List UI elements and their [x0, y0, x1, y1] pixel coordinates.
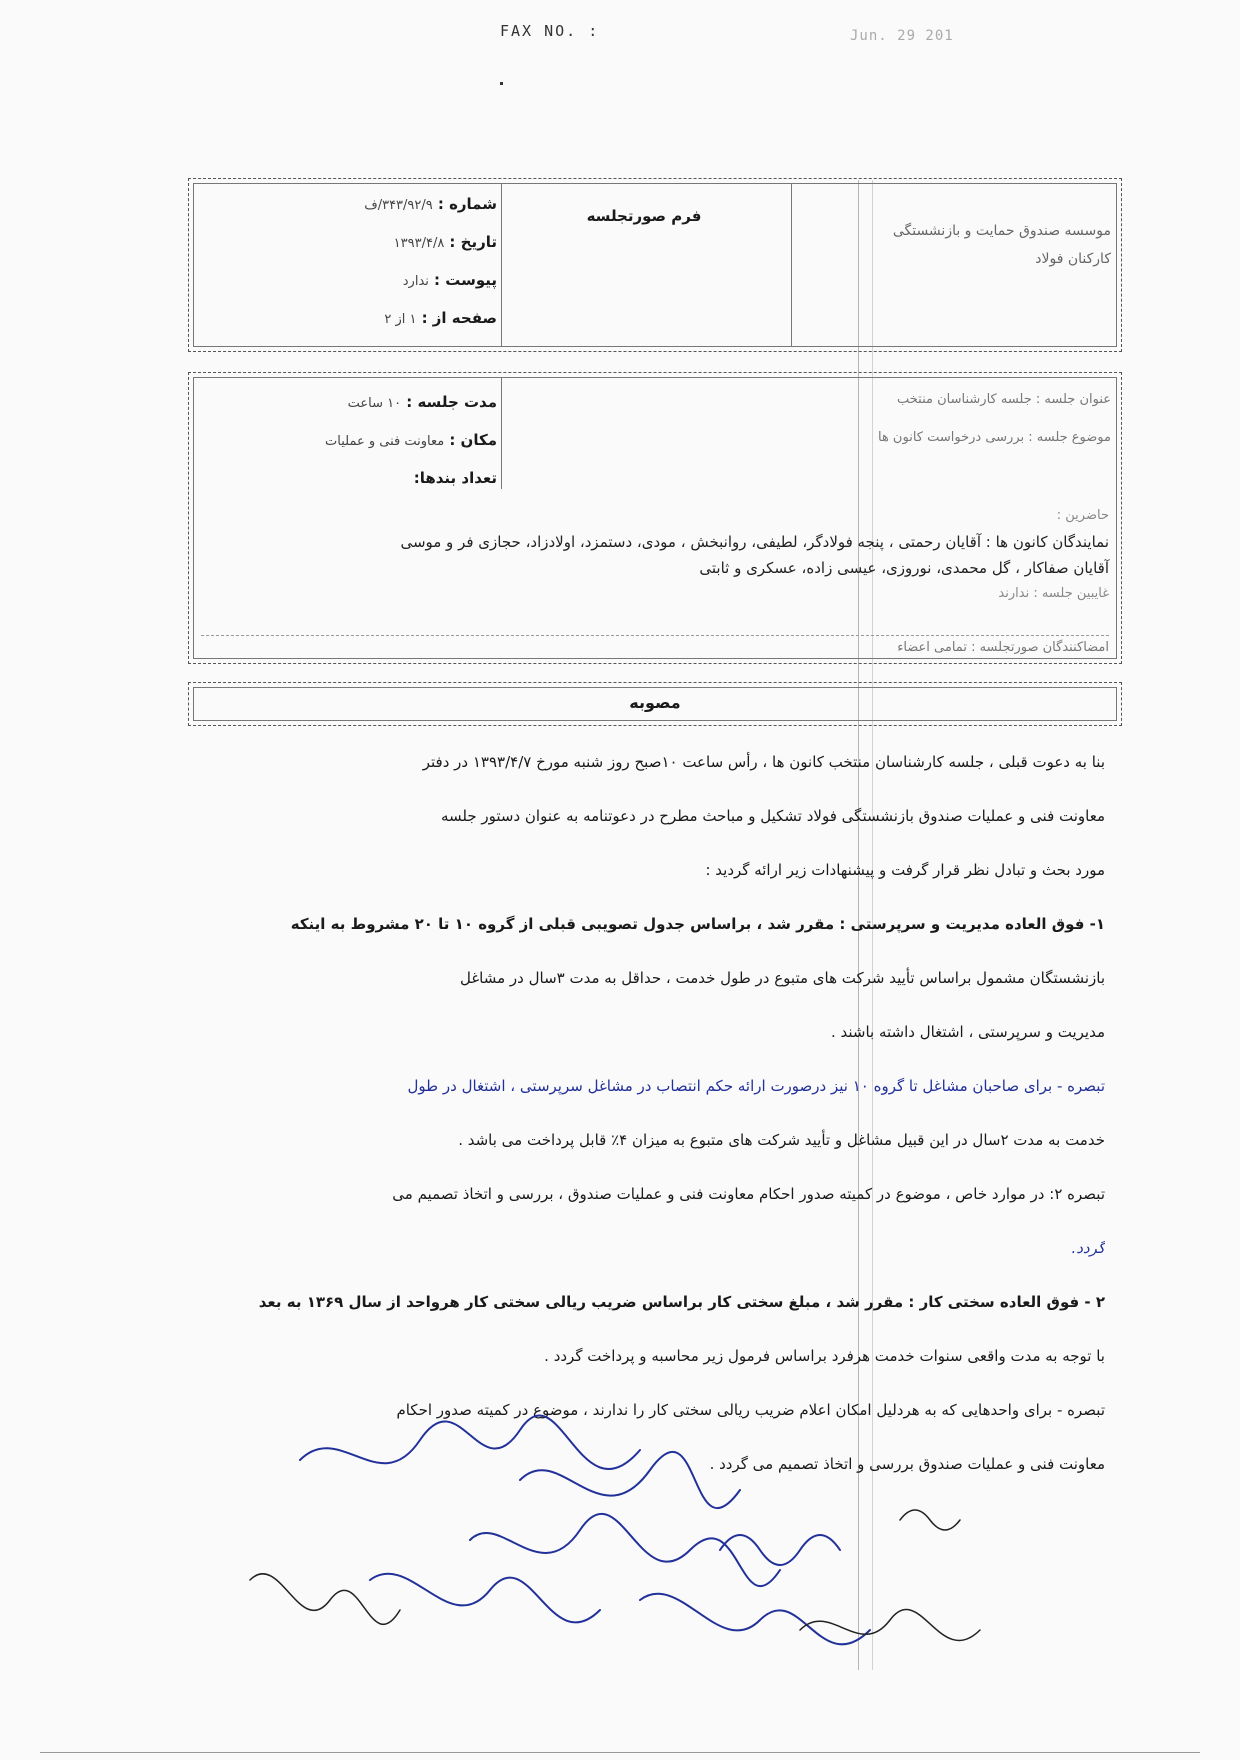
number-value: ۳۴۳/۹۲/۹/ف [364, 198, 433, 213]
header-meta [197, 185, 497, 337]
resolution-line: معاونت فنی و عملیات صندوق بازنشستگی فولاد تشکیل و مباحث مطرح در دعوتنامه به عنوان دستور جلسه [440, 807, 1105, 825]
page-label: صفحه از : [421, 309, 497, 327]
attachment-row [197, 261, 497, 299]
scan-speck [500, 82, 503, 85]
attachment-value: ندارد [402, 274, 429, 289]
page-row [197, 299, 497, 337]
resolution-line: مدیریت و سرپرستی ، اشتغال داشته باشند . [830, 1023, 1105, 1041]
signatures-area [220, 1400, 1080, 1700]
meeting-subject-line: موضوع جلسه : بررسی درخواست کانون ها [877, 430, 1111, 445]
attendees-section [201, 503, 1109, 607]
duration-label: مدت جلسه : [406, 393, 497, 411]
meeting-box [188, 372, 1122, 664]
resolution-note-3: تبصره - برای واحدهایی که به هردلیل امکان اعلام ضریب ریالی سختی کار را ندارند ، موضوع در کمیته صدور احکام [396, 1401, 1105, 1419]
duration-row [197, 383, 497, 421]
resolution-header-box [188, 682, 1122, 726]
meeting-title: عنوان جلسه : جلسه کارشناسان منتخب [897, 392, 1111, 407]
location-row [197, 421, 497, 459]
resolution-body [195, 735, 1105, 1491]
resolution-line: مورد بحث و تبادل نظر قرار گرفت و پیشنهادات زیر ارائه گردید : [705, 861, 1105, 879]
header-box [188, 178, 1122, 352]
form-title: فرم صورتجلسه [586, 207, 702, 225]
bottom-rule [40, 1752, 1200, 1753]
resolution-line: بازنشستگان مشمول براساس تأیید شرکت های متبوع در طول خدمت ، حداقل به مدت ۳سال در مشاغل [459, 969, 1105, 987]
date-row [197, 223, 497, 261]
resolution-line: بنا به دعوت قبلی ، جلسه کارشناسان منتخب کانون ها ، رأس ساعت ۱۰صبح روز شنبه مورخ ۱۳۹۳/۴/۷ در دفتر [422, 753, 1105, 771]
meeting-meta [197, 383, 497, 497]
resolution-item-2: ۲ - فوق العاده سختی کار : مقرر شد ، مبلغ سختی کار براساس ضریب ریالی سختی کار هرواحد از سال ۱۳۶۹ به بعد [258, 1293, 1105, 1311]
resolution-line: گردد. [1071, 1239, 1105, 1257]
signers-line: امضاکنندگان صورتجلسه : تمامی اعضاء [201, 635, 1109, 655]
resolution-note-2: تبصره ۲: در موارد خاص ، موضوع در کمیته صدور احکام معاونت فنی و عملیات صندوق ، بررسی و اتخاذ تصمیم می [392, 1185, 1105, 1203]
resolution-item-1: ۱- فوق العاده مدیریت و سرپرستی : مقرر شد ، براساس جدول تصویبی قبلی از گروه ۱۰ تا ۲۰ مشروط به اینکه [290, 915, 1105, 933]
absent-line: غایبین جلسه : ندارند [998, 586, 1109, 601]
signature-scribbles [220, 1400, 1080, 1700]
fax-date: Jun. 29 201 [850, 28, 954, 44]
location-value: معاونت فنی و عملیات [325, 434, 445, 449]
header-divider [791, 183, 792, 347]
resolution-title: مصوبه [629, 693, 681, 712]
fax-header: FAX NO. : [500, 22, 600, 40]
date-value: ۱۳۹۳/۴/۸ [393, 236, 445, 251]
organization-name [799, 217, 1111, 273]
items-row [197, 459, 497, 497]
org-line-1: موسسه صندوق حمایت و بازنشستگی [892, 223, 1111, 239]
resolution-line: با توجه به مدت واقعی سنوات خدمت هرفرد براساس فرمول زیر محاسبه و پرداخت گردد . [544, 1347, 1105, 1365]
items-label: تعداد بندها: [413, 469, 497, 487]
org-line-2: کارکنان فولاد [1035, 251, 1111, 267]
page-value: ۱ از ۲ [384, 312, 417, 327]
number-label: شماره : [437, 195, 497, 213]
meeting-subject [509, 381, 1111, 457]
attachment-label: پیوست : [433, 271, 497, 289]
resolution-line: معاونت فنی و عملیات صندوق بررسی و اتخاذ تصمیم می گردد . [709, 1455, 1105, 1473]
location-label: مکان : [449, 431, 497, 449]
duration-value: ۱۰ ساعت [347, 396, 402, 411]
attendees-line-2: آقایان صفاکار ، گل محمدی، نوروزی، عیسی زاده، عسکری و ثابتی [699, 559, 1109, 577]
attendees-line-1: نمایندگان کانون ها : آقایان رحمتی ، پنجه فولادگر، لطیفی، روانبخش ، مودی، دستمزد، اولادزاد، حجازی فر و موسی [400, 533, 1109, 551]
resolution-note-1: تبصره - برای صاحبان مشاغل تا گروه ۱۰ نیز درصورت ارائه حکم انتصاب در مشاغل سرپرستی ، اشتغال در طول [407, 1077, 1105, 1095]
resolution-line: خدمت به مدت ۲سال در این قبیل مشاغل و تأیید شرکت های متبوع به میزان ۴٪ قابل پرداخت می باشد . [458, 1131, 1105, 1149]
header-divider [501, 183, 502, 347]
meeting-divider [501, 377, 502, 489]
attendees-label: حاضرین : [1056, 508, 1109, 523]
date-label: تاریخ : [449, 233, 497, 251]
number-row [197, 185, 497, 223]
